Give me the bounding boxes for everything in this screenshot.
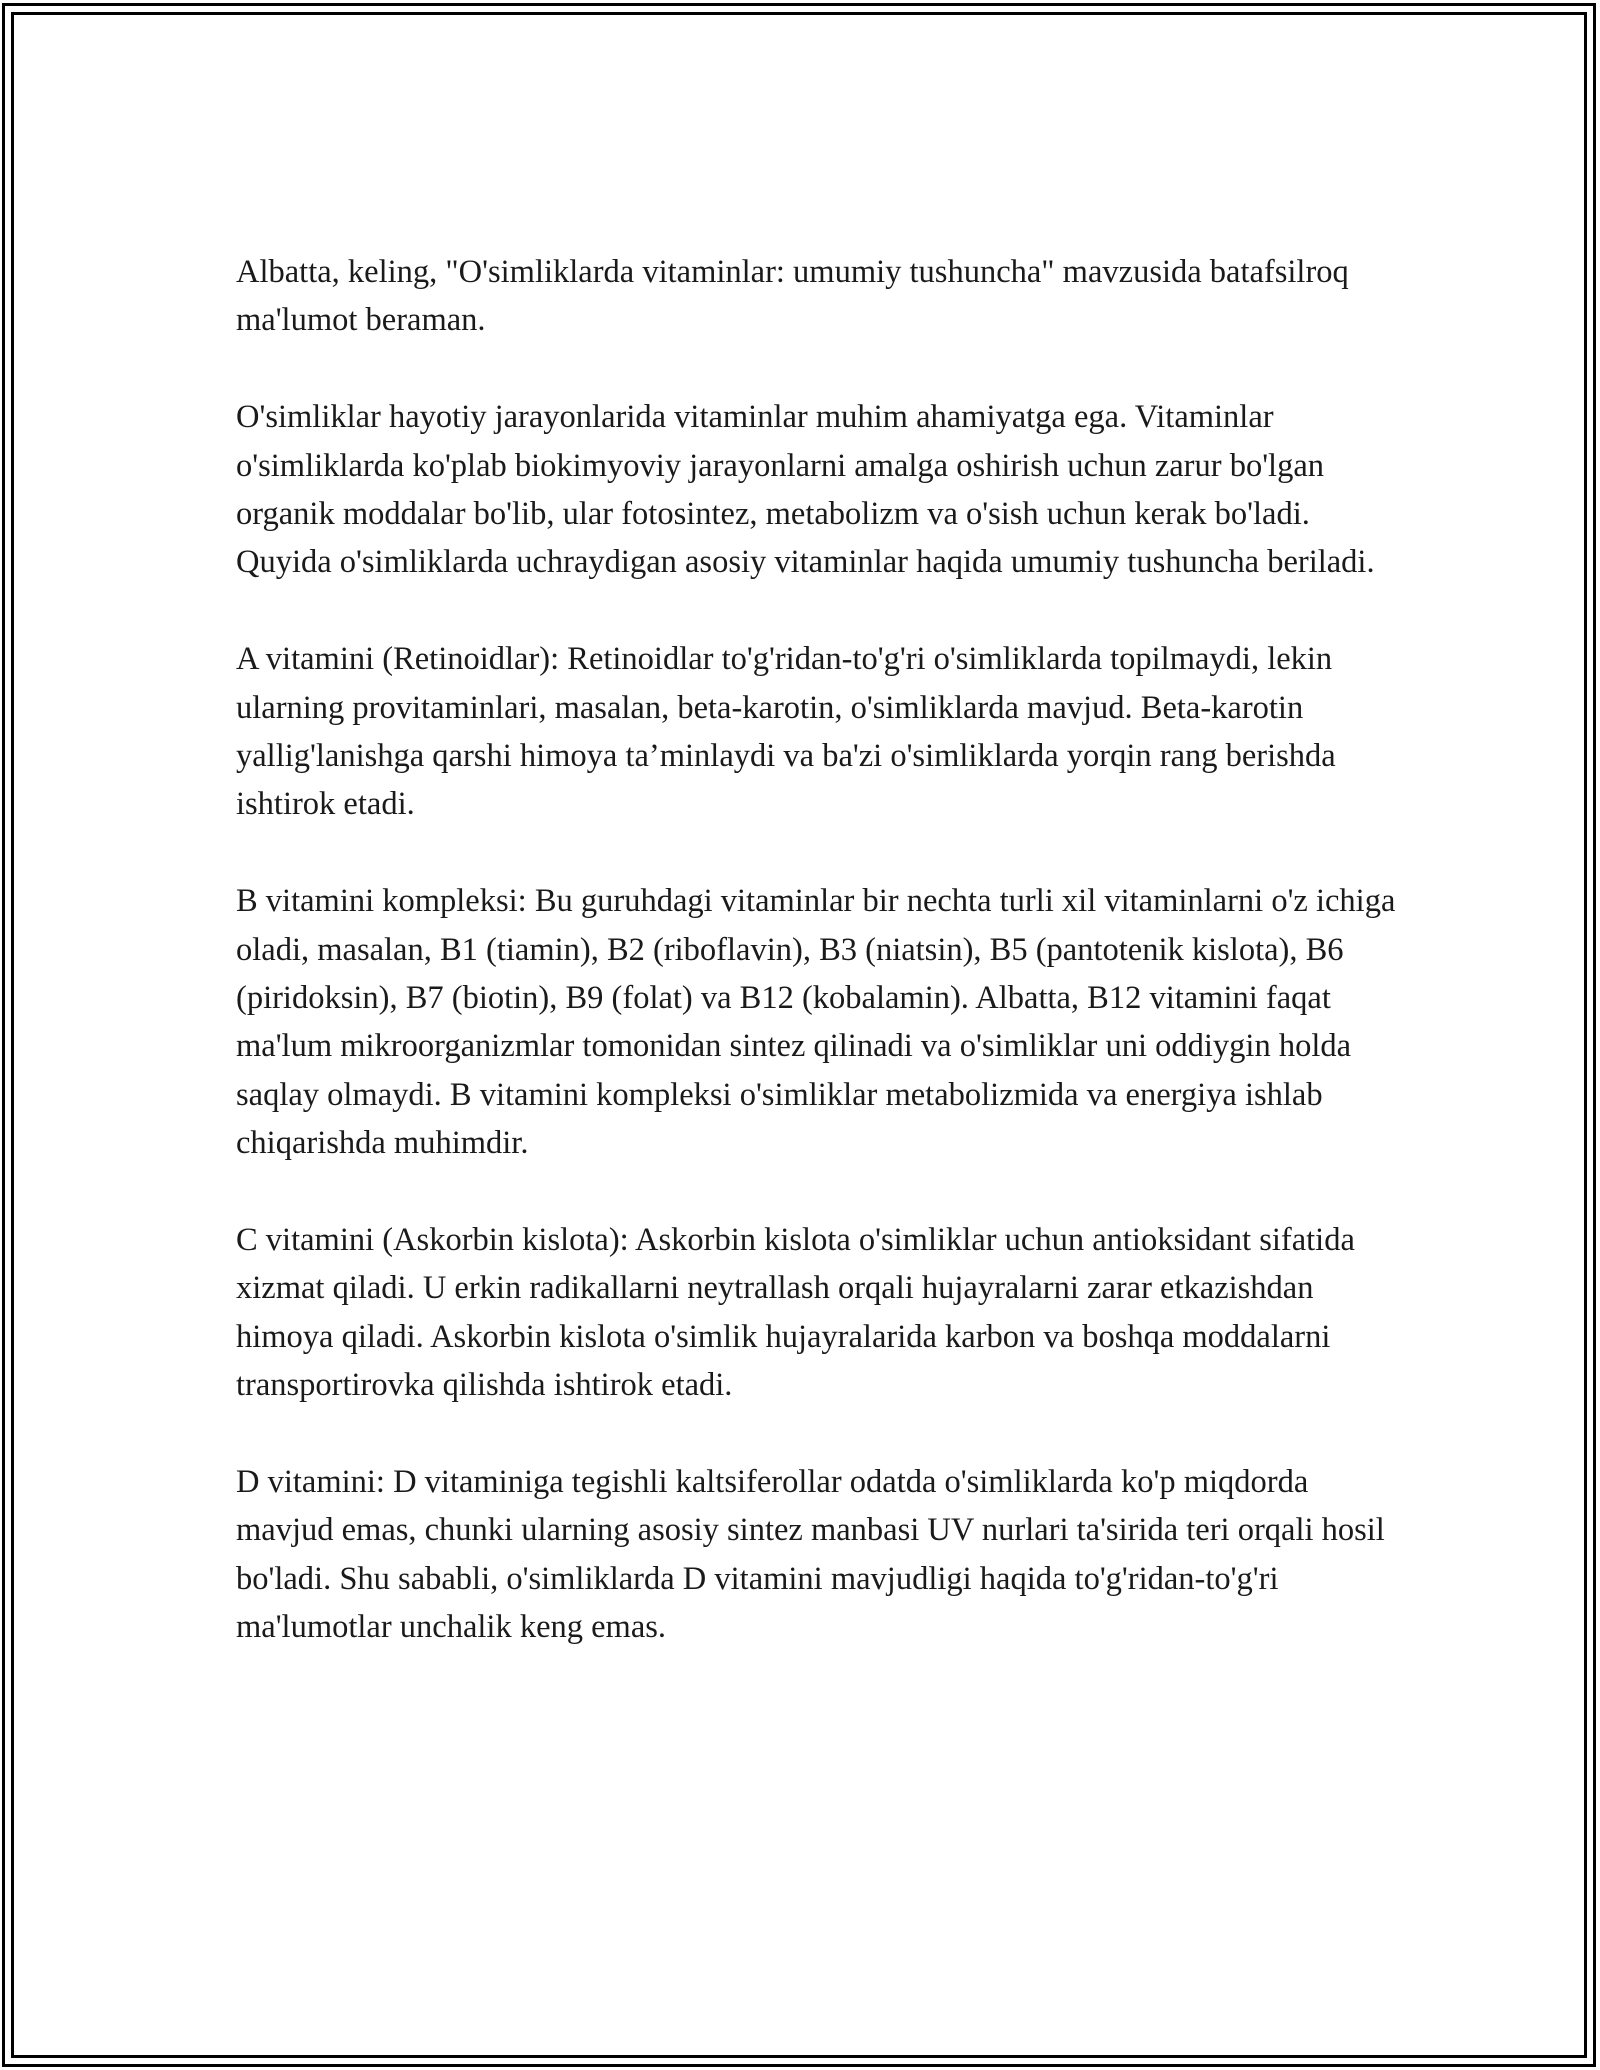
paragraph-intro: Albatta, keling, "O'simliklarda vitaminlar: umumiy tushuncha" mavzusida batafsilroq ma'lumot beraman.: [236, 254, 1349, 339]
document-body: [236, 248, 1396, 1700]
paragraph-vitamin-b: B vitamini kompleksi: Bu guruhdagi vitaminlar bir nechta turli xil vitaminlarni o'z ichiga oladi, masalan, B1 (tiamin), B2 (riboflavin), B3 (niatsin), B5 (pantotenik kislota), B6 (piridoksin), B7 (biotin), B9 (folat) va B12 (kobalamin). Albatta, B12 vitamini faqat ma'lum mikroorganizmlar tomonidan sintez qilinadi va o'simliklar uni oddiygin holda saqlay olmaydi. B vitamini kompleksi o'simliklar metabolizmida va energiya ishlab chiqarishda muhimdir.: [236, 883, 1396, 1162]
paragraph-overview: O'simliklar hayotiy jarayonlarida vitaminlar muhim ahamiyatga ega. Vitaminlar o'simliklarda ko'plab biokimyoviy jarayonlarni amalga oshirish uchun zarur bo'lgan organik moddalar bo'lib, ular fotosintez, metabolizm va o'sish uchun kerak bo'ladi. Quyida o'simliklarda uchraydigan asosiy vitaminlar haqida umumiy tushuncha beriladi.: [236, 399, 1375, 581]
paragraph-vitamin-c: C vitamini (Askorbin kislota): Askorbin kislota o'simliklar uchun antioksidant sifatida xizmat qiladi. U erkin radikallarni neytrallash orqali hujayralarni zarar etkazishdan himoya qiladi. Askorbin kislota o'simlik hujayralarida karbon va boshqa moddalarni transportirovka qilishda ishtirok etadi.: [236, 1222, 1355, 1404]
paragraph-vitamin-d: D vitamini: D vitaminiga tegishli kaltsiferollar odatda o'simliklarda ko'p miqdorda mavjud emas, chunki ularning asosiy sintez manbasi UV nurlari ta'sirida teri orqali hosil bo'ladi. Shu sababli, o'simliklarda D vitamini mavjudligi haqida to'g'ridan-to'g'ri ma'lumotlar unchalik keng emas.: [236, 1464, 1385, 1646]
paragraph-vitamin-a: A vitamini (Retinoidlar): Retinoidlar to'g'ridan-to'g'ri o'simliklarda topilmaydi, lekin ularning provitaminlari, masalan, beta-karotin, o'simliklarda mavjud. Beta-karotin yallig'lanishga qarshi himoya ta’minlaydi va ba'zi o'simliklarda yorqin rang berishda ishtirok etadi.: [236, 641, 1336, 823]
